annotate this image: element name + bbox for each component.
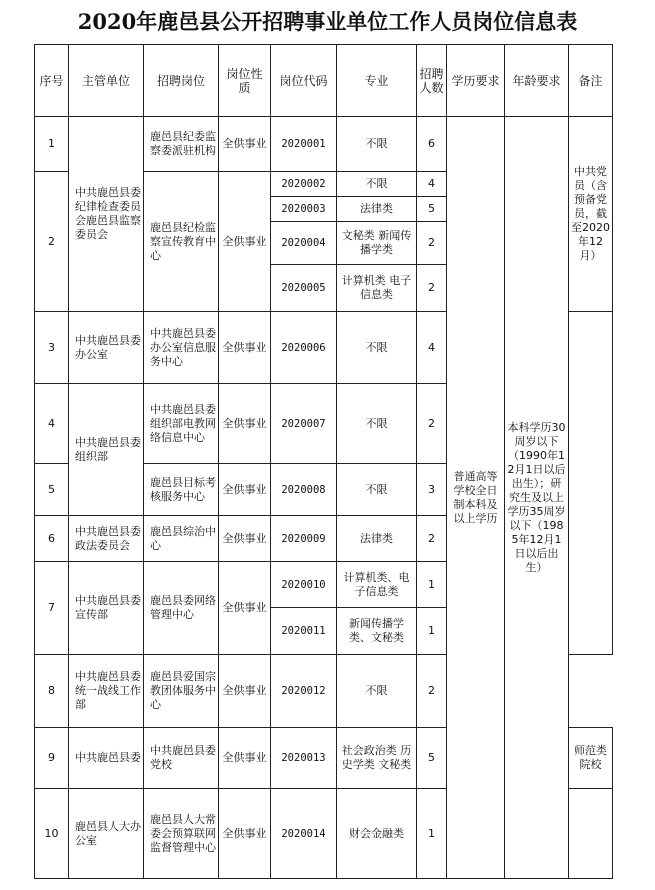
cell-code: 2020006 — [271, 312, 337, 384]
header-dept: 主管单位 — [69, 45, 144, 117]
cell-count: 1 — [417, 789, 447, 879]
cell-seq: 2 — [35, 172, 69, 312]
cell-nature: 全供事业 — [219, 562, 271, 655]
cell-major: 不限 — [337, 384, 417, 464]
cell-seq: 3 — [35, 312, 69, 384]
cell-code: 2020003 — [271, 197, 337, 222]
header-code: 岗位代码 — [271, 45, 337, 117]
cell-major: 新闻传播学类、文秘类 — [337, 608, 417, 655]
cell-major: 不限 — [337, 655, 417, 728]
header-count: 招聘人数 — [417, 45, 447, 117]
cell-code: 2020001 — [271, 117, 337, 172]
cell-unit: 鹿邑县综治中心 — [144, 516, 219, 562]
cell-dept: 中共鹿邑县委 — [69, 728, 144, 789]
cell-count: 1 — [417, 562, 447, 608]
cell-dept: 中共鹿邑县委政法委员会 — [69, 516, 144, 562]
job-table — [34, 44, 613, 879]
header-edu: 学历要求 — [447, 45, 505, 117]
table-header-row — [35, 45, 613, 117]
cell-nature: 全供事业 — [219, 384, 271, 464]
cell-seq: 7 — [35, 562, 69, 655]
cell-code: 2020011 — [271, 608, 337, 655]
cell-edu-shared: 普通高等学校全日制本科及以上学历 — [447, 117, 505, 879]
cell-note-school: 师范类院校 — [569, 728, 613, 789]
cell-major: 财会金融类 — [337, 789, 417, 879]
cell-seq: 6 — [35, 516, 69, 562]
cell-unit: 鹿邑县纪委监察委派驻机构 — [144, 117, 219, 172]
cell-count: 6 — [417, 117, 447, 172]
cell-nature: 全供事业 — [219, 728, 271, 789]
cell-count: 4 — [417, 172, 447, 197]
table-row — [35, 117, 613, 172]
cell-code: 2020014 — [271, 789, 337, 879]
cell-count: 4 — [417, 312, 447, 384]
header-age: 年龄要求 — [505, 45, 569, 117]
cell-dept: 中共鹿邑县委办公室 — [69, 312, 144, 384]
cell-age-shared: 本科学历30周岁以下（1990年12月1日以后出生）；研究生及以上学历35周岁以下（1985年12月1日以后出生） — [505, 117, 569, 879]
cell-major: 法律类 — [337, 516, 417, 562]
cell-code: 2020007 — [271, 384, 337, 464]
cell-unit: 中共鹿邑县委组织部电教网络信息中心 — [144, 384, 219, 464]
cell-unit: 中共鹿邑县委党校 — [144, 728, 219, 789]
header-seq: 序号 — [35, 45, 69, 117]
cell-note-party: 中共党员（含预备党员，截至2020年12月） — [569, 117, 613, 312]
cell-major: 法律类 — [337, 197, 417, 222]
cell-nature: 全供事业 — [219, 655, 271, 728]
cell-nature: 全供事业 — [219, 789, 271, 879]
cell-count: 1 — [417, 608, 447, 655]
cell-major: 计算机类 电子信息类 — [337, 265, 417, 312]
cell-count: 2 — [417, 516, 447, 562]
cell-unit: 中共鹿邑县委办公室信息服务中心 — [144, 312, 219, 384]
cell-major: 不限 — [337, 464, 417, 516]
cell-count: 5 — [417, 728, 447, 789]
header-major: 专业 — [337, 45, 417, 117]
cell-count: 2 — [417, 384, 447, 464]
cell-seq: 5 — [35, 464, 69, 516]
cell-code: 2020009 — [271, 516, 337, 562]
page-title: 2020年鹿邑县公开招聘事业单位工作人员岗位信息表 — [77, 9, 578, 34]
header-nature: 岗位性质 — [219, 45, 271, 117]
cell-dept: 中共鹿邑县委组织部 — [69, 384, 144, 516]
cell-count: 2 — [417, 222, 447, 265]
cell-seq: 9 — [35, 728, 69, 789]
cell-nature: 全供事业 — [219, 516, 271, 562]
cell-note-blank — [569, 312, 613, 655]
cell-code: 2020002 — [271, 172, 337, 197]
cell-code: 2020013 — [271, 728, 337, 789]
cell-count: 3 — [417, 464, 447, 516]
cell-dept: 中共鹿邑县委宣传部 — [69, 562, 144, 655]
cell-dept: 中共鹿邑县委纪律检查委员会鹿邑县监察委员会 — [69, 117, 144, 312]
cell-count: 5 — [417, 197, 447, 222]
cell-unit: 鹿邑县人大常委会预算联网监督管理中心 — [144, 789, 219, 879]
cell-dept: 中共鹿邑县委统一战线工作部 — [69, 655, 144, 728]
cell-count: 2 — [417, 655, 447, 728]
cell-major: 不限 — [337, 117, 417, 172]
cell-dept: 鹿邑县人大办公室 — [69, 789, 144, 879]
cell-code: 2020012 — [271, 655, 337, 728]
cell-nature: 全供事业 — [219, 464, 271, 516]
cell-major: 计算机类、电子信息类 — [337, 562, 417, 608]
cell-code: 2020010 — [271, 562, 337, 608]
cell-major: 社会政治类 历史学类 文秘类 — [337, 728, 417, 789]
cell-count: 2 — [417, 265, 447, 312]
cell-seq: 1 — [35, 117, 69, 172]
cell-seq: 8 — [35, 655, 69, 728]
cell-unit: 鹿邑县爱国宗教团体服务中心 — [144, 655, 219, 728]
cell-note-blank — [569, 789, 613, 879]
cell-unit: 鹿邑县委网络管理中心 — [144, 562, 219, 655]
cell-major: 不限 — [337, 312, 417, 384]
cell-unit: 鹿邑县纪检监察宣传教育中心 — [144, 172, 219, 312]
header-note: 备注 — [569, 45, 613, 117]
cell-code: 2020004 — [271, 222, 337, 265]
cell-code: 2020005 — [271, 265, 337, 312]
cell-major: 不限 — [337, 172, 417, 197]
cell-nature: 全供事业 — [219, 117, 271, 172]
cell-unit: 鹿邑县目标考核服务中心 — [144, 464, 219, 516]
cell-major: 文秘类 新闻传播学类 — [337, 222, 417, 265]
cell-seq: 4 — [35, 384, 69, 464]
cell-code: 2020008 — [271, 464, 337, 516]
cell-nature: 全供事业 — [219, 172, 271, 312]
header-unit: 招聘岗位 — [144, 45, 219, 117]
cell-nature: 全供事业 — [219, 312, 271, 384]
cell-seq: 10 — [35, 789, 69, 879]
